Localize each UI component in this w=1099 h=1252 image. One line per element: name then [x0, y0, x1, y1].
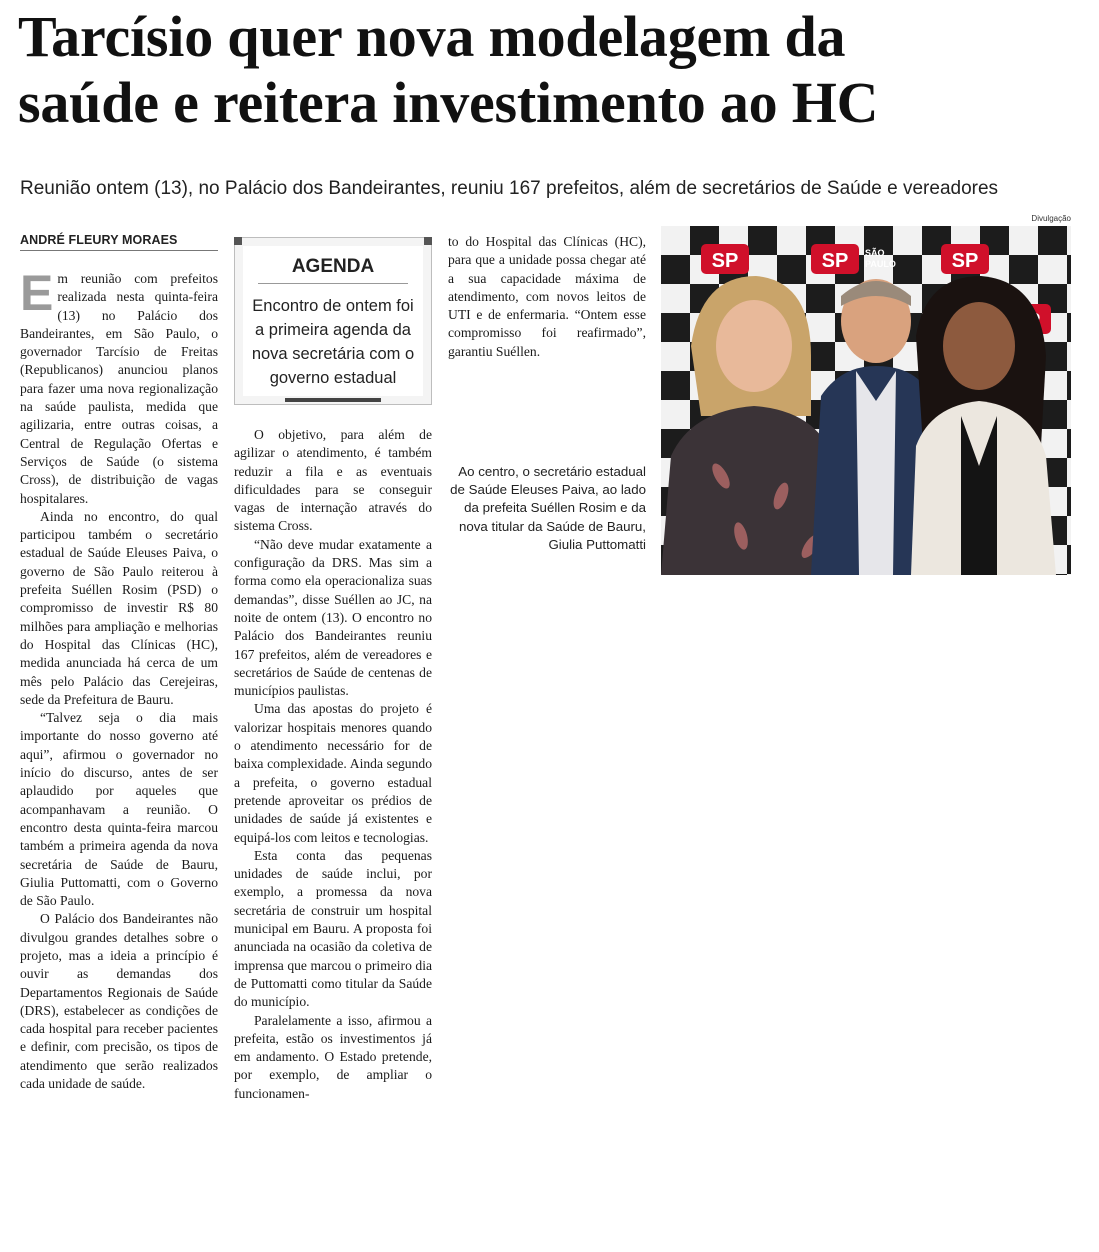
agenda-text: Encontro de ontem foi a primeira agenda da nova secretária com o governo estadual — [251, 297, 415, 387]
photo-illustration — [661, 226, 1071, 575]
article-column-2 — [234, 426, 432, 1103]
photo-caption: Ao centro, o secretário estadual de Saúde Eleuses Paiva, ao lado da prefeita Suéllen Rosim e da nova titular da Saúde de Bauru, Giulia Puttomatti — [450, 464, 646, 552]
paragraph-2: Ainda no encontro, do qual participou também o secretário estadual de Saúde Eleuses Paiva, o governo de São Paulo reiterou à prefeita Suéllen Rosim (PSD) o compromisso de investir R$ 80 milhões para ampliação e melhorias do Hospital das Clínicas (HC), medida anunciada há cerca de um mês pelo Palácio das Cerejeiras, sede da Prefeitura de Bauru. — [20, 508, 218, 707]
headline — [18, 4, 1088, 136]
headline-line-1: Tarcísio quer nova modelagem da — [18, 4, 846, 69]
paragraph-7: Uma das apostas do projeto é valorizar hospitais menores quando o atendimento necessário for de baixa complexidade. Ainda segundo a prefeita, o governo estadual pretende aproveitar os prédios de unidades de saúde já existentes e equipá-los com leitos e tecnologias. — [234, 701, 432, 845]
svg-text:SP: SP — [711, 250, 739, 272]
paragraph-4: O Palácio dos Bandeirantes não divulgou grandes detalhes sobre o projeto, mas a ideia a princípio é ouvir as demandas dos Departamentos Regionais de Saúde (DRS), estabelecer as condições de cada hospital para receber pacientes e definir, com precisão, os tipos de atendimento que serão realizados cada unidade de saúde. — [20, 911, 218, 1092]
box-corner-left — [234, 237, 242, 245]
subheadline: Reunião ontem (13), no Palácio dos Bandeirantes, reuniu 167 prefeitos, além de secretários de Saúde e vereadores — [20, 178, 999, 199]
paragraph-8: Esta conta das pequenas unidades de saúde inclui, por exemplo, a promessa da nova secretária de construir um hospital municipal em Bauru. A proposta foi anunciada na ocasião da coletiva de imprensa que marcou o primeiro dia de Puttomatti como titular da Saúde do município. — [234, 847, 432, 1010]
paragraph-1-text: m reunião com prefeitos realizada nesta quinta-feira (13) no Palácio dos Bandeirantes, em São Paulo, o governador Tarcísio de Freitas (Republicanos) anunciou planos para fazer uma nova regionalização na saúde paulista, medida que agilizaria, entre outras coisas, a Central de Regulação Ofertas e Serviços de Saúde (o sistema Cross), de distribuição de vagas hospitalares. — [20, 271, 218, 506]
article-column-3 — [448, 233, 646, 361]
person-right — [911, 276, 1056, 575]
box-corner-right — [424, 237, 432, 245]
agenda-box-inner — [243, 246, 423, 396]
photo-credit: Divulgação — [1031, 214, 1071, 223]
paragraph-9: Paralelamente a isso, afirmou a prefeita, estão os investimentos já em andamento. O Estado pretende, por exemplo, de ampliar o funcionamen- — [234, 1012, 432, 1101]
agenda-bottom-bar — [285, 398, 381, 402]
paragraph-10: to do Hospital das Clínicas (HC), para que a unidade possa chegar até a sua capacidade máxima de atendimento, com novos leitos de UTI e de enfermaria. “Ontem esse compromisso foi reafirmado”, garantiu Suéllen. — [448, 234, 646, 359]
article-column-1 — [20, 265, 218, 1093]
svg-text:SÃO: SÃO — [865, 248, 885, 258]
paragraph-3: “Talvez seja o dia mais importante do nosso governo até aqui”, afirmou o governador no início do discurso, antes de ser aplaudido por aqueles que acompanhavam a reunião. O encontro desta quinta-feira marcou também a primeira agenda da nova secretária de Saúde de Bauru, Giulia Puttomatti, com o Governo de São Paulo. — [20, 710, 218, 909]
agenda-title: AGENDA — [258, 256, 408, 284]
news-photo — [661, 226, 1071, 575]
headline-line-2: saúde e reitera investimento ao HC — [18, 70, 879, 135]
svg-text:SP: SP — [821, 250, 849, 272]
byline: ANDRÉ FLEURY MORAES — [20, 233, 218, 251]
paragraph-6: “Não deve mudar exatamente a configuração da DRS. Mas sim a forma como ela operacionaliza suas demandas”, disse Suéllen ao JC, na noite de ontem (13). O encontro no Palácio dos Bandeirantes reuniu 167 prefeitos, além de vereadores e secretários de Saúde de centenas de municípios paulistas. — [234, 536, 432, 699]
drop-cap: E — [20, 265, 54, 321]
svg-text:PAULO: PAULO — [865, 259, 896, 269]
agenda-box — [234, 237, 432, 405]
paragraph-5: O objetivo, para além de agilizar o atendimento, é também reduzir a fila e as eventuais dificuldades para se conseguir vagas de internação através do sistema Cross. — [234, 427, 432, 534]
paragraph-1 — [20, 265, 218, 508]
svg-text:SP: SP — [951, 250, 979, 272]
